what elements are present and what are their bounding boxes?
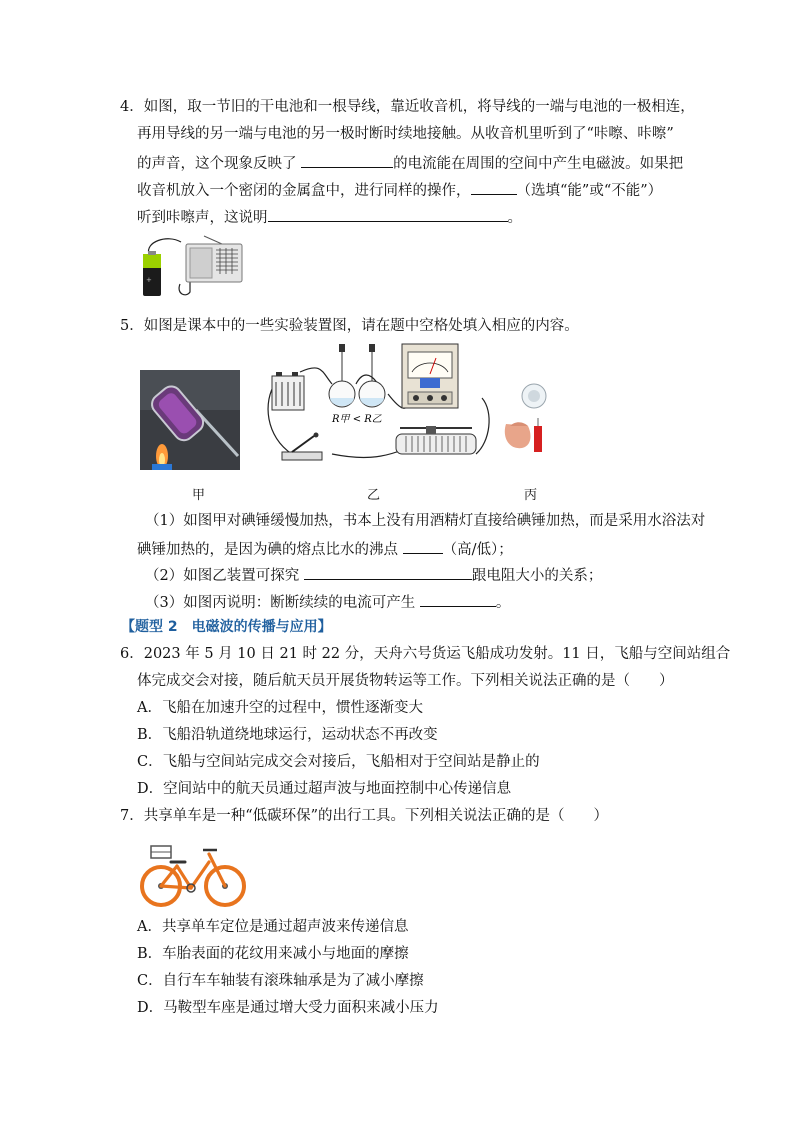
q5-blank-1[interactable] [403,537,443,554]
q4-line-5: 听到咔嚓声，这说明 。 [137,205,522,228]
q7-number: 7． [120,808,144,824]
caption-yi: 乙 [367,488,381,503]
radio-hand-figure [498,374,554,458]
q4-line-1: 4．如图，取一节旧的干电池和一根导线，靠近收音机，将导线的一端与电池的一极相连， [120,99,695,115]
q5-blank-3[interactable] [420,590,496,607]
q4-line-4: 收音机放入一个密闭的金属盒中，进行同样的操作， （选填“能”或“不能”） [137,178,662,201]
q5-sub1-line-1: （1）如图甲对碘锤缓慢加热，书本上没有用酒精灯直接给碘锤加热，而是采用水浴法对 [145,513,706,529]
radio-figure [176,234,246,298]
q4-blank-3[interactable] [268,205,508,222]
q6-line-2: 体完成交会对接，随后航天员开展货物转运等工作。下列相关说法正确的是（ ） [137,673,674,689]
q5-number: 5． [120,318,144,334]
q6-option-a[interactable]: A．飞船在加速升空的过程中，惯性逐渐变大 [137,700,423,716]
section-heading: 【题型 2 电磁波的传播与应用】 [121,619,332,635]
q5-sub3: （3）如图丙说明：断断续续的电流可产生 。 [145,590,510,613]
caption-jia: 甲 [192,488,206,503]
q4-blank-2[interactable] [471,178,517,195]
q4-number: 4． [120,99,144,115]
svg-text:+: + [146,276,152,284]
q6-option-d[interactable]: D．空间站中的航天员通过超声波与地面控制中心传递信息 [137,781,512,797]
q4-line-2: 再用导线的另一端与电池的另一极时断时续地接触。从收音机里听到了“咔嚓、咔嚓” [137,126,674,142]
q6-number: 6． [120,646,144,662]
q5-sub2: （2）如图乙装置可探究 跟电阻大小的关系； [145,563,602,586]
q4-line-3: 的声音，这个现象反映了 的电流能在周围的空间中产生电磁波。如果把 [137,151,683,174]
q7-option-d[interactable]: D．马鞍型车座是通过增大受力面积来减小压力 [137,1000,439,1016]
q7-option-b[interactable]: B．车胎表面的花纹用来减小与地面的摩擦 [137,946,409,962]
q7-stem: 7．共享单车是一种“低碳环保”的出行工具。下列相关说法正确的是（ ） [120,808,609,824]
resistance-label: R甲 < R乙 [332,414,382,425]
q6-line-1: 6．2023 年 5 月 10 日 21 时 22 分，天舟六号货运飞船成功发射。11 日，飞船与空间站组合 [120,646,731,662]
q5-blank-2[interactable] [304,563,472,580]
caption-bing: 丙 [524,488,538,503]
joule-heating-circuit [262,342,494,472]
q4-blank-1[interactable] [301,151,393,168]
q6-option-b[interactable]: B．飞船沿轨道绕地球运行，运动状态不再改变 [137,727,438,743]
q7-option-c[interactable]: C．自行车车轴装有滚珠轴承是为了减小摩擦 [137,973,424,989]
q6-option-c[interactable]: C．飞船与空间站完成交会对接后，飞船相对于空间站是静止的 [137,754,540,770]
q5-stem: 5．如图是课本中的一些实验装置图，请在题中空格处填入相应的内容。 [120,318,579,334]
q5-sub1-line-2: 碘锤加热的，是因为碘的熔点比水的沸点 （高/低）； [137,537,513,560]
q7-option-a[interactable]: A．共享单车定位是通过超声波来传递信息 [137,919,409,935]
iodine-hammer-photo [140,370,240,470]
shared-bicycle-figure [137,836,249,908]
